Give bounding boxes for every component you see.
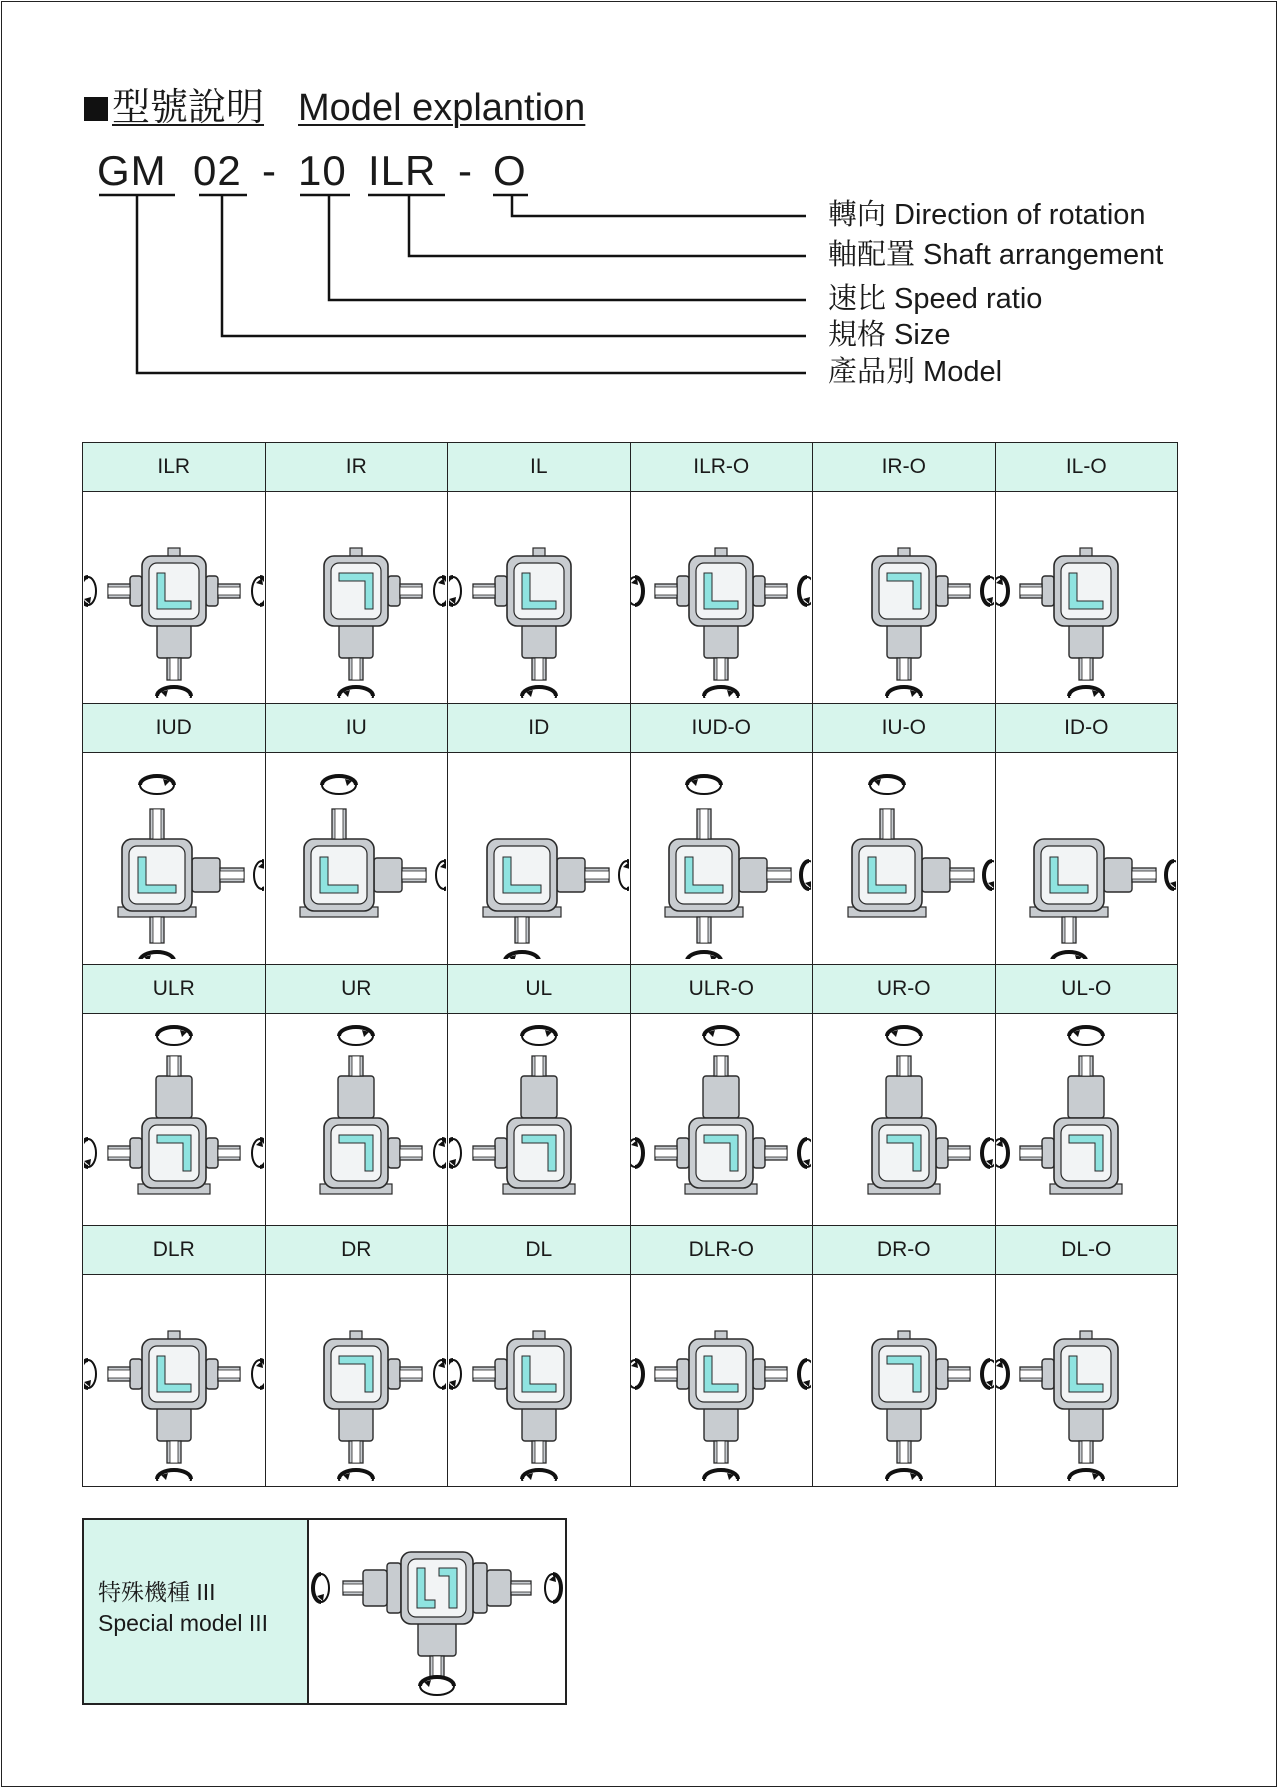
arrangement-code: UL bbox=[448, 965, 631, 1014]
gearbox-icon bbox=[631, 1275, 811, 1481]
header-row bbox=[83, 443, 1178, 492]
arrangement-code: ID-O bbox=[995, 704, 1178, 753]
gearbox-icon bbox=[631, 1014, 811, 1220]
arrangement-code: IU bbox=[265, 704, 448, 753]
arrangement-code: DL bbox=[448, 1226, 631, 1275]
gearbox-icon bbox=[996, 753, 1176, 959]
code-separator: - bbox=[458, 147, 472, 194]
arrangement-code: DR-O bbox=[813, 1226, 996, 1275]
arrangement-code: ULR-O bbox=[630, 965, 813, 1014]
legend-size: 規格 Size bbox=[828, 319, 951, 351]
arrangement-code: ILR-O bbox=[630, 443, 813, 492]
header-row bbox=[83, 1226, 1178, 1275]
code-model: GM bbox=[97, 147, 167, 194]
arrangement-code: IR-O bbox=[813, 443, 996, 492]
arrangement-code: IU-O bbox=[813, 704, 996, 753]
arrangement-figure bbox=[83, 1275, 266, 1487]
gearbox-icon bbox=[266, 1014, 446, 1220]
legend-rotation: 轉向 Direction of rotation bbox=[828, 199, 1146, 231]
arrangement-code: IL bbox=[448, 443, 631, 492]
arrangement-figure bbox=[630, 1014, 813, 1226]
arrangement-figure bbox=[265, 492, 448, 704]
gearbox-icon bbox=[631, 492, 811, 698]
arrangement-figure bbox=[995, 492, 1178, 704]
legend-speed-ratio: 速比 Speed ratio bbox=[828, 283, 1043, 315]
special-gearbox-icon bbox=[309, 1520, 565, 1703]
special-model-box bbox=[82, 1518, 567, 1705]
arrangement-code: DR bbox=[265, 1226, 448, 1275]
gearbox-icon bbox=[266, 492, 446, 698]
arrangement-code: DLR bbox=[83, 1226, 266, 1275]
arrangement-figure bbox=[265, 1275, 448, 1487]
code-size: 02 bbox=[193, 147, 242, 194]
code-separator: - bbox=[262, 147, 276, 194]
arrangement-figure bbox=[448, 753, 631, 965]
arrangement-figure bbox=[813, 753, 996, 965]
arrangement-figure bbox=[995, 1014, 1178, 1226]
gearbox-icon bbox=[84, 1275, 264, 1481]
arrangement-code: ID bbox=[448, 704, 631, 753]
gearbox-icon bbox=[631, 753, 811, 959]
gearbox-icon bbox=[266, 753, 446, 959]
arrangement-code: UL-O bbox=[995, 965, 1178, 1014]
arrangement-figure bbox=[265, 1014, 448, 1226]
gearbox-icon bbox=[814, 1014, 994, 1220]
legend-model: 產品別 Model bbox=[828, 356, 1003, 388]
arrangement-code: IUD-O bbox=[630, 704, 813, 753]
arrangement-figure bbox=[83, 492, 266, 704]
arrangement-figure bbox=[813, 1275, 996, 1487]
special-name-en: Special model III bbox=[98, 1610, 269, 1636]
code-arrangement: ILR bbox=[368, 147, 437, 194]
figure-row bbox=[83, 1275, 1178, 1487]
special-model-label bbox=[84, 1520, 309, 1703]
gearbox-icon bbox=[814, 492, 994, 698]
header-row bbox=[83, 704, 1178, 753]
gearbox-icon bbox=[449, 753, 629, 959]
shaft-arrangement-table bbox=[82, 442, 1178, 1487]
arrangement-figure bbox=[995, 1275, 1178, 1487]
special-model-figure bbox=[309, 1520, 565, 1703]
gearbox-icon bbox=[449, 492, 629, 698]
figure-row bbox=[83, 1014, 1178, 1226]
gearbox-icon bbox=[449, 1275, 629, 1481]
header-row bbox=[83, 965, 1178, 1014]
arrangement-figure bbox=[448, 1275, 631, 1487]
arrangement-figure bbox=[630, 753, 813, 965]
gearbox-icon bbox=[814, 1275, 994, 1481]
arrangement-figure bbox=[813, 492, 996, 704]
gearbox-icon bbox=[84, 1014, 264, 1220]
figure-row bbox=[83, 492, 1178, 704]
code-ratio: 10 bbox=[298, 147, 347, 194]
arrangement-figure bbox=[448, 1014, 631, 1226]
gearbox-icon bbox=[449, 1014, 629, 1220]
arrangement-code: UR-O bbox=[813, 965, 996, 1014]
code-rotation: O bbox=[493, 147, 527, 194]
arrangement-code: ULR bbox=[83, 965, 266, 1014]
arrangement-figure bbox=[630, 492, 813, 704]
arrangement-figure bbox=[83, 1014, 266, 1226]
figure-row bbox=[83, 753, 1178, 965]
gearbox-icon bbox=[996, 1275, 1176, 1481]
arrangement-figure bbox=[995, 753, 1178, 965]
gearbox-icon bbox=[814, 753, 994, 959]
arrangement-code: IL-O bbox=[995, 443, 1178, 492]
gearbox-icon bbox=[266, 1275, 446, 1481]
arrangement-code: DLR-O bbox=[630, 1226, 813, 1275]
arrangement-code: IUD bbox=[83, 704, 266, 753]
title-chinese: 型號說明 bbox=[112, 87, 265, 129]
arrangement-code: IR bbox=[265, 443, 448, 492]
legend-shaft-arrangement: 軸配置 Shaft arrangement bbox=[828, 239, 1164, 271]
arrangement-code: DL-O bbox=[995, 1226, 1178, 1275]
special-name-zh: 特殊機種 III bbox=[98, 1579, 216, 1605]
gearbox-icon bbox=[84, 492, 264, 698]
arrangement-code: ILR bbox=[83, 443, 266, 492]
gearbox-icon bbox=[996, 492, 1176, 698]
arrangement-figure bbox=[83, 753, 266, 965]
arrangement-figure bbox=[265, 753, 448, 965]
arrangement-figure bbox=[630, 1275, 813, 1487]
arrangement-figure bbox=[813, 1014, 996, 1226]
arrangement-code: UR bbox=[265, 965, 448, 1014]
title-english: Model explantion bbox=[298, 87, 586, 129]
arrangement-figure bbox=[448, 492, 631, 704]
gearbox-icon bbox=[84, 753, 264, 959]
gearbox-icon bbox=[996, 1014, 1176, 1220]
